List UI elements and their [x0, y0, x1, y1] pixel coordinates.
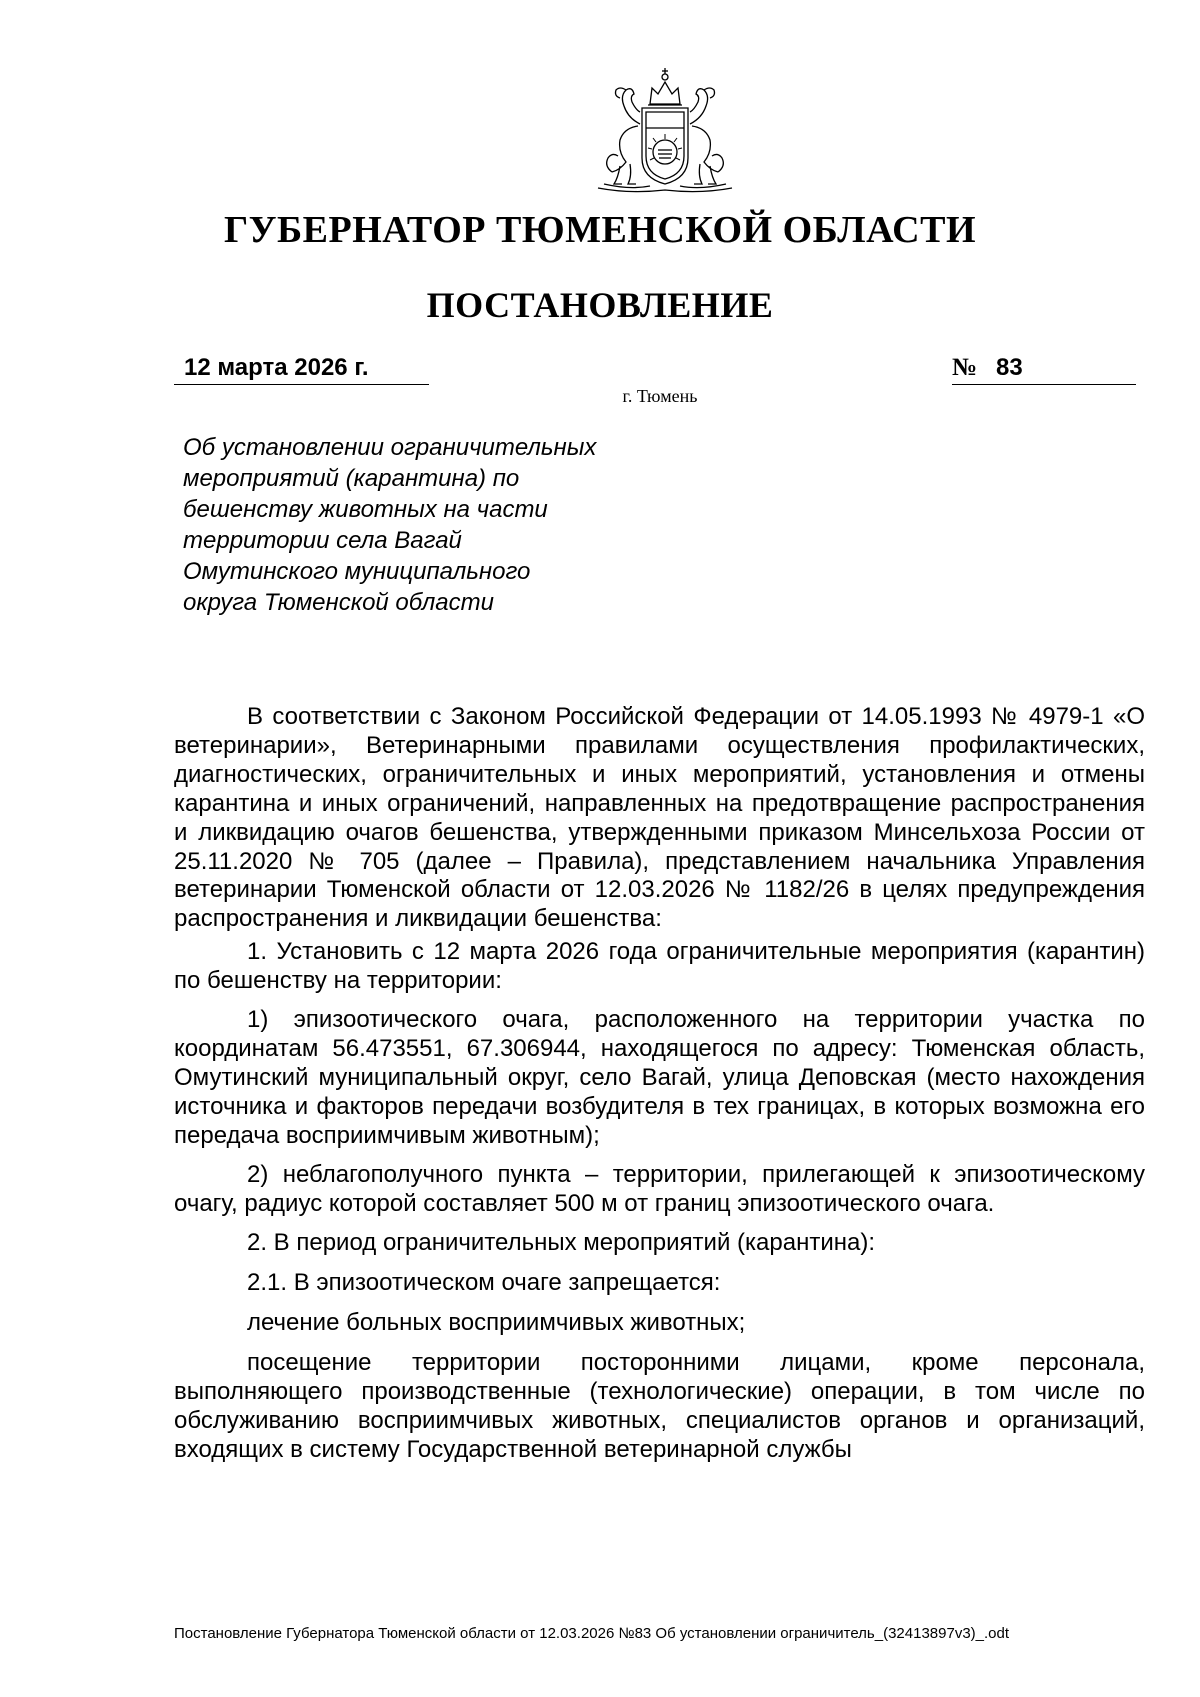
subject-line: Об установлении ограничительных: [183, 434, 597, 461]
number-sign: №: [952, 354, 978, 381]
issuing-authority-title: ГУБЕРНАТОР ТЮМЕНСКОЙ ОБЛАСТИ: [223, 209, 977, 251]
document-subject: [183, 432, 703, 618]
document-type-title: ПОСТАНОВЛЕНИЕ: [426, 285, 774, 325]
coat-of-arms-icon: [590, 66, 740, 196]
date-field: [174, 354, 429, 385]
document-date: 12 марта 2026 г.: [184, 354, 369, 381]
clause-1-2: 2) неблагополучного пункта – территории, прилегающей к эпизоотическому очагу, радиус которой составляет 500 м от границ эпизоотического очага.: [174, 1160, 1145, 1217]
subject-line: мероприятий (карантина) по: [183, 465, 520, 492]
subject-line: бешенству животных на части: [183, 496, 548, 523]
subject-line: Омутинского муниципального: [183, 558, 531, 585]
document-footer: Постановление Губернатора Тюменской области от 12.03.2026 №83 Об установлении ограничитель_(32413897v3)_.odt: [174, 1625, 1010, 1642]
clause-1-1: 1) эпизоотического очага, расположенного на территории участка по координатам 56.473551, 67.306944, находящегося по адресу: Тюменская область, Омутинский муниципальный округ, село Вагай, улица Деповская (место нахождения источника и факторов передачи возбудителя в тех границах, в которых возможна его передача восприимчивым животным);: [174, 1006, 1145, 1149]
place-of-issue: г. Тюмень: [622, 386, 698, 406]
subject-line: территории села Вагай: [183, 527, 462, 554]
clause-2-1: 2.1. В эпизоотическом очаге запрещается:: [247, 1269, 721, 1297]
prohibition-item: посещение территории посторонними лицами, кроме персонала, выполняющего производственные (технологические) операции, в том числе по обслуживанию восприимчивых животных, специалистов органов и организаций, входящих в систему Государственной ветеринарной службы: [174, 1349, 1145, 1463]
number-field: [952, 354, 1136, 385]
subject-line: округа Тюменской области: [183, 589, 494, 616]
clause-2: 2. В период ограничительных мероприятий (карантина):: [247, 1229, 876, 1257]
document-number: 83: [996, 354, 1023, 381]
preamble-paragraph: В соответствии с Законом Российской Федерации от 14.05.1993 № 4979-1 «О ветеринарии», Ветеринарными правилами осуществления профилактических, диагностических, ограничительных и иных мероприятий, установления и отмены карантина и иных ограничений, направленных на предотвращение распространения и ликвидацию очагов бешенства, утвержденными приказом Минсельхоза России от 25.11.2020 № 705 (далее – Правила), представлением начальника Управления ветеринарии Тюменской области от 12.03.2026 № 1182/26 в целях предупреждения распространения и ликвидации бешенства:: [174, 703, 1145, 933]
clause-1: 1. Установить с 12 марта 2026 года ограничительные мероприятия (карантин) по бешенству на территории:: [174, 938, 1145, 995]
prohibition-item: лечение больных восприимчивых животных;: [247, 1309, 746, 1337]
document-body: [174, 703, 1145, 1465]
